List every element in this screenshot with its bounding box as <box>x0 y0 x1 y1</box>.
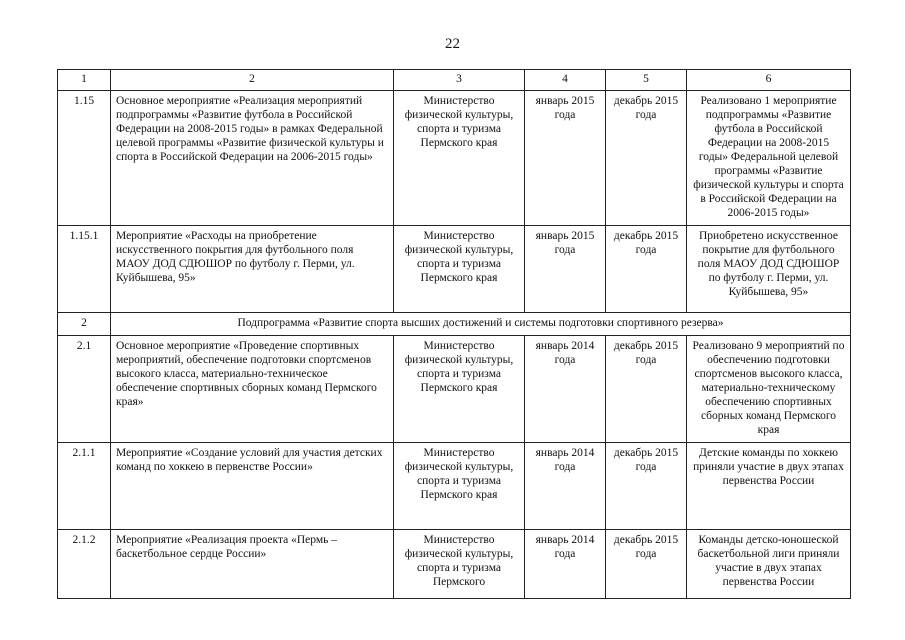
table-header-row <box>58 70 851 91</box>
row-number: 2.1 <box>58 336 111 443</box>
start-date-cell: январь 2014 года <box>525 336 606 443</box>
result-cell: Реализовано 1 мероприятие подпрограммы «Развитие футбола в Российской Федерации на 2008-2015 годы» Федеральной целевой программы «Развитие физической культуры и спорта в Российской Федерации на 2006-2015 годы» <box>687 91 851 226</box>
executor-text: Министерство физической культуры, спорта и туризма Пермского <box>404 534 514 588</box>
executor-cell: Министерство физической культуры, спорта и туризма Пермского края <box>394 91 525 226</box>
table-row <box>58 530 851 599</box>
activity-cell: Мероприятие «Создание условий для участия детских команд по хоккею в первенстве России» <box>111 443 394 530</box>
end-date-cell: декабрь 2015 года <box>606 91 687 226</box>
start-date-cell: январь 2015 года <box>525 226 606 313</box>
section-row <box>58 313 851 336</box>
activities-table <box>57 69 851 599</box>
column-header-number: 1 <box>58 70 111 91</box>
column-header-activity: 2 <box>111 70 394 91</box>
result-cell: Детские команды по хоккею приняли участие в двух этапах первенства России <box>687 443 851 530</box>
result-cell: Команды детско-юношеской баскетбольной лиги приняли участие в двух этапах первенства России <box>687 530 851 599</box>
executor-cell: Министерство физической культуры, спорта и туризма Пермского края <box>394 226 525 313</box>
result-cell: Приобретено искусственное покрытие для футбольного поля МАОУ ДОД СДЮШОР по футболу г. Перми, ул. Куйбышева, 95» <box>687 226 851 313</box>
row-number: 1.15 <box>58 91 111 226</box>
activity-cell: Мероприятие «Реализация проекта «Пермь – баскетбольное сердце России» <box>111 530 394 599</box>
executor-cell: Министерство физической культуры, спорта и туризма Пермского края <box>394 443 525 530</box>
end-date-cell: декабрь 2015 года <box>606 530 687 599</box>
table-row <box>58 443 851 530</box>
start-date-cell: январь 2014 года <box>525 443 606 530</box>
start-date-cell: январь 2014 года <box>525 530 606 599</box>
column-header-result: 6 <box>687 70 851 91</box>
table-row <box>58 91 851 226</box>
table-row <box>58 336 851 443</box>
row-number: 2.1.1 <box>58 443 111 530</box>
end-date-cell: декабрь 2015 года <box>606 336 687 443</box>
end-date-cell: декабрь 2015 года <box>606 443 687 530</box>
page-number: 22 <box>445 36 460 52</box>
row-number: 2.1.2 <box>58 530 111 599</box>
activity-cell: Мероприятие «Расходы на приобретение искусственного покрытия для футбольного поля МАОУ ДОД СДЮШОР по футболу г. Перми, ул. Куйбышева, 95» <box>111 226 394 313</box>
executor-cell: Министерство физической культуры, спорта и туризма Пермского края <box>394 336 525 443</box>
activity-cell: Основное мероприятие «Реализация мероприятий подпрограммы «Развитие футбола в Российской Федерации на 2008-2015 годы» в рамках Федеральной целевой программы «Развитие физической культуры и спорта в Российской Федерации на 2006-2015 годы» <box>111 91 394 226</box>
result-cell: Реализовано 9 мероприятий по обеспечению подготовки спортсменов высокого класса, материально-техническому обеспечению спортивных сборных команд Пермского края <box>687 336 851 443</box>
row-number: 1.15.1 <box>58 226 111 313</box>
column-header-end: 5 <box>606 70 687 91</box>
column-header-executor: 3 <box>394 70 525 91</box>
section-title: Подпрограмма «Развитие спорта высших достижений и системы подготовки спортивного резерва» <box>111 313 851 336</box>
column-header-start: 4 <box>525 70 606 91</box>
end-date-cell: декабрь 2015 года <box>606 226 687 313</box>
start-date-cell: январь 2015 года <box>525 91 606 226</box>
table-row <box>58 226 851 313</box>
activity-cell: Основное мероприятие «Проведение спортивных мероприятий, обеспечение подготовки спортсменов высокого класса, материально-техническое обеспечение спортивных сборных команд Пермского края» <box>111 336 394 443</box>
executor-cell <box>394 530 525 599</box>
section-number: 2 <box>58 313 111 336</box>
